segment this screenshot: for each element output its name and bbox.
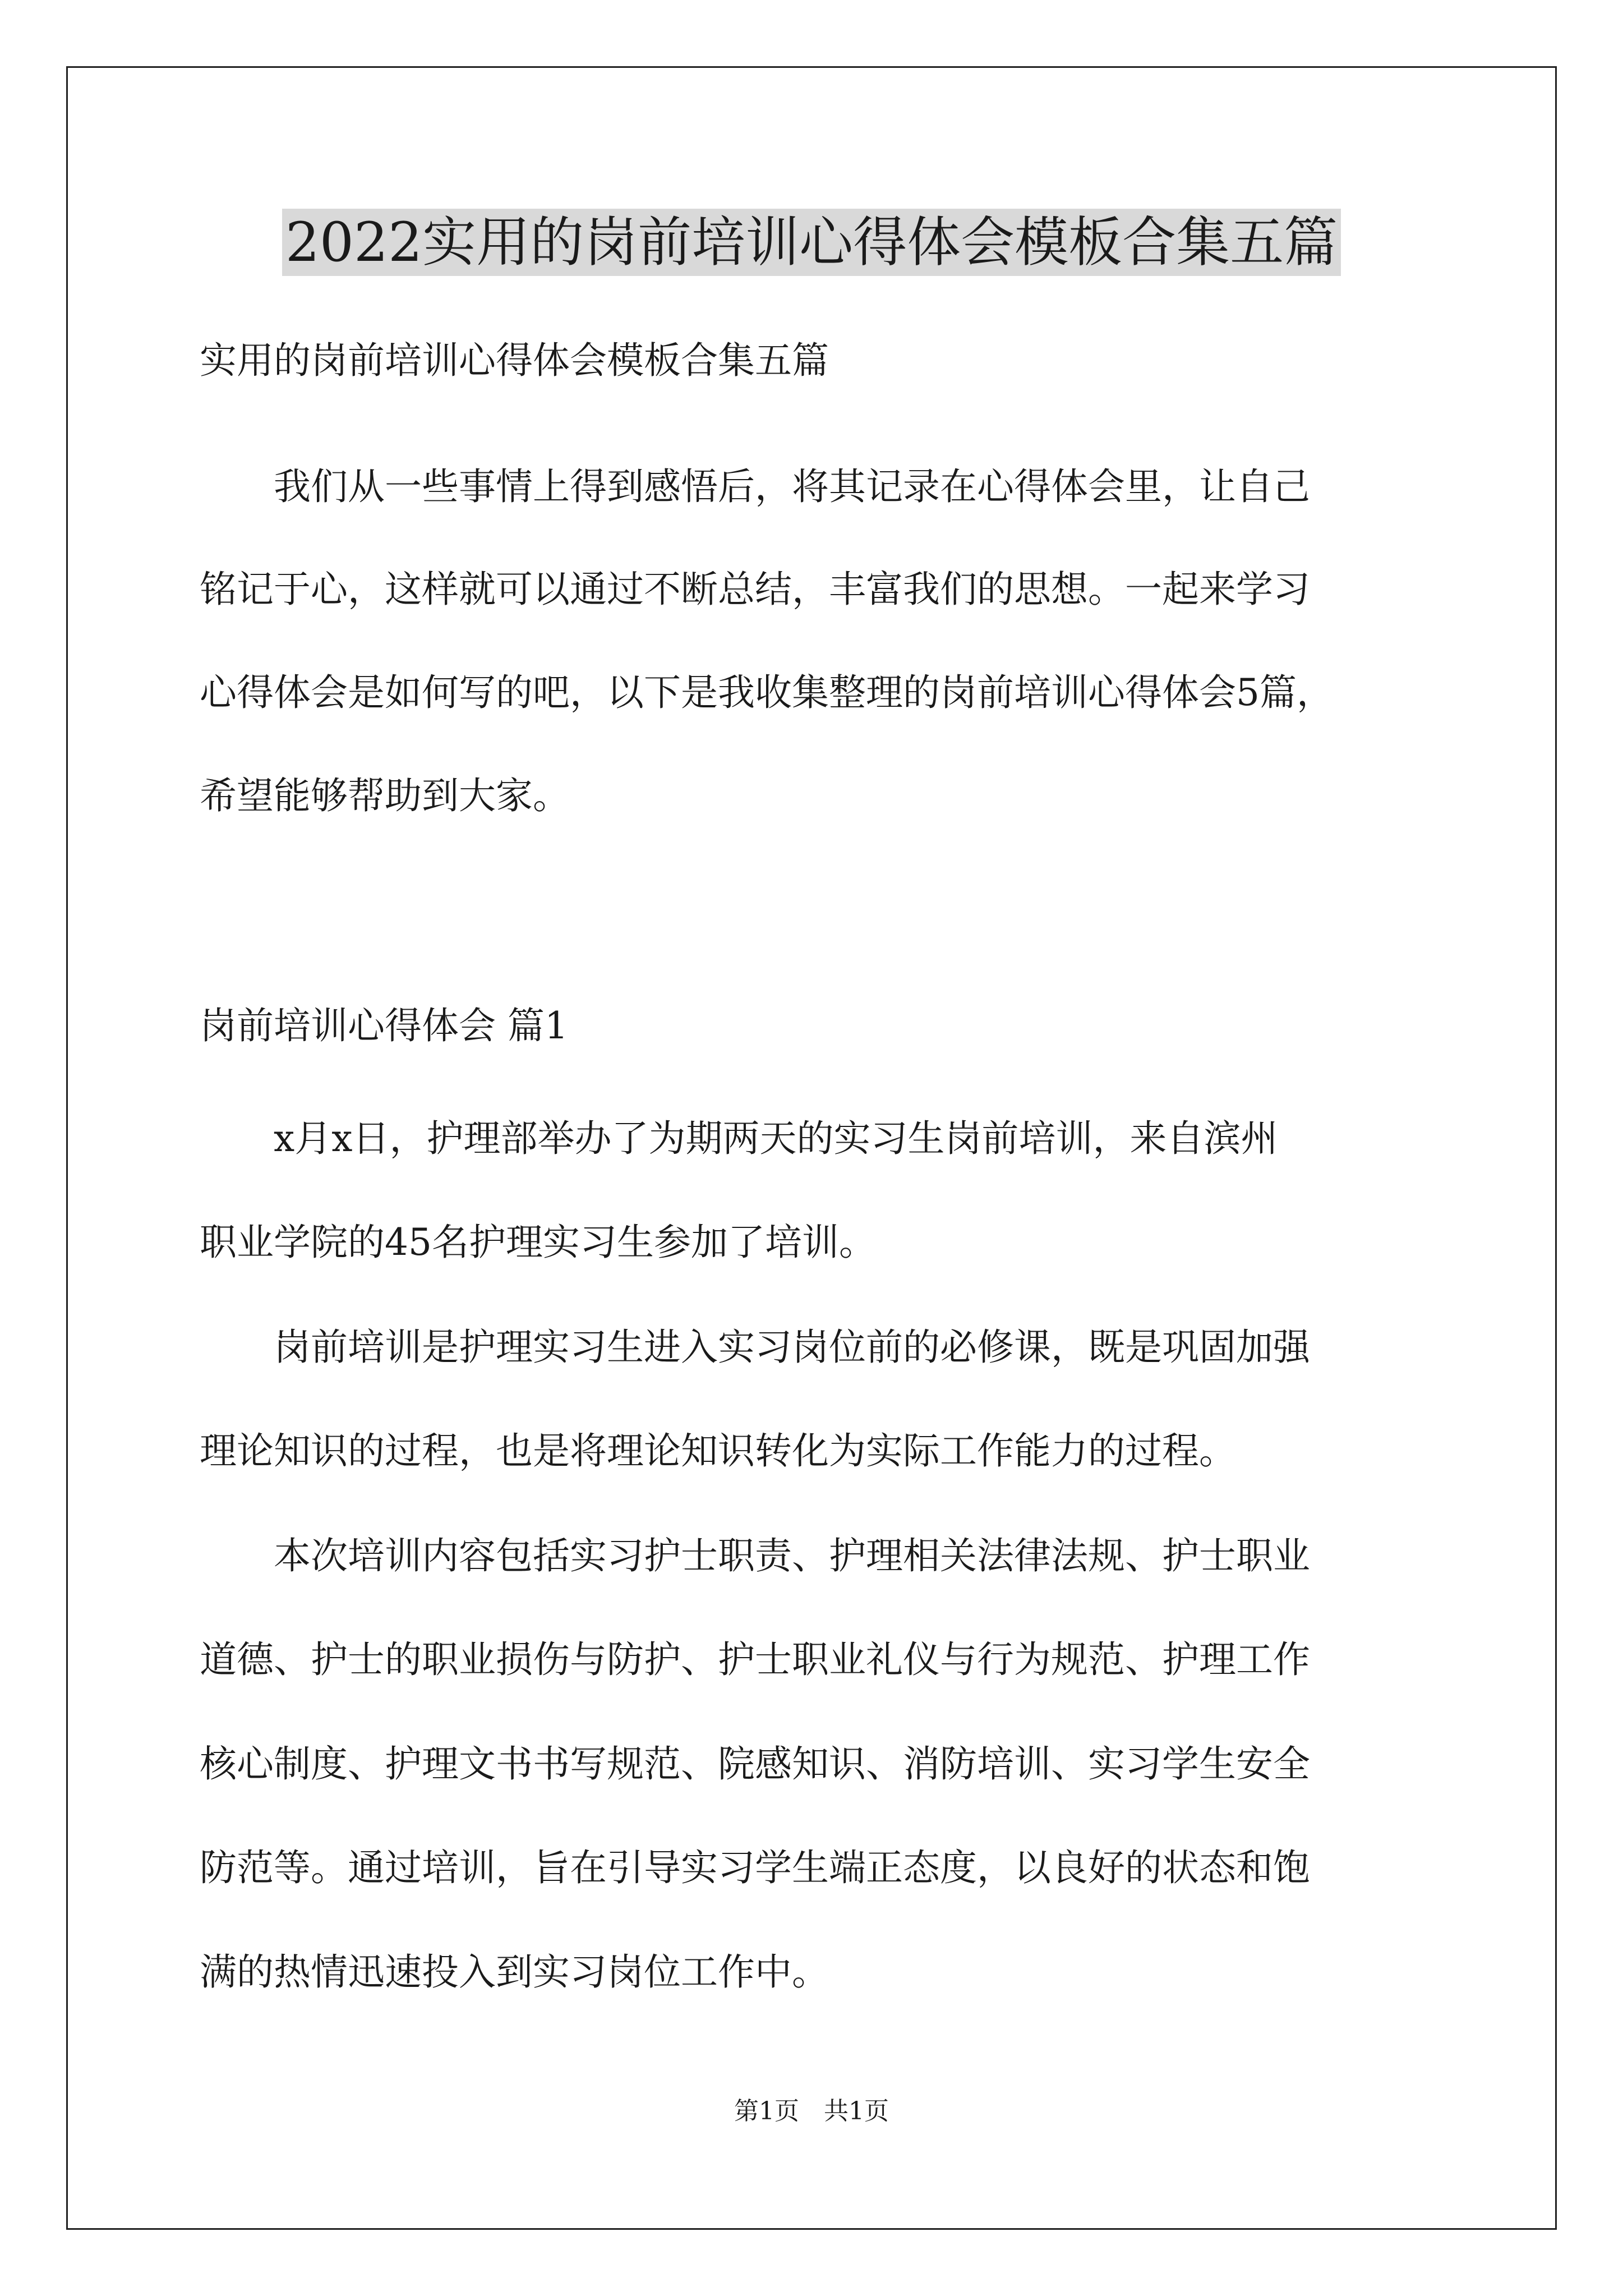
page-footer: 第1页 共1页 bbox=[734, 2097, 889, 2125]
document-title bbox=[0, 209, 1623, 276]
subtitle-line: 实用的岗前培训心得体会模板合集五篇 bbox=[200, 339, 829, 382]
paragraph-2-line-2: 理论知识的过程，也是将理论知识转化为实际工作能力的过程。 bbox=[200, 1429, 1236, 1473]
paragraph-3-line-5: 满的热情迅速投入到实习岗位工作中。 bbox=[200, 1950, 829, 1994]
intro-line-1: 我们从一些事情上得到感悟后，将其记录在心得体会里，让自己 bbox=[200, 465, 1310, 508]
intro-line-3: 心得体会是如何写的吧，以下是我收集整理的岗前培训心得体会5篇， bbox=[200, 671, 1334, 714]
paragraph-3-line-4: 防范等。通过培训，旨在引导实习学生端正态度，以良好的状态和饱 bbox=[200, 1846, 1310, 1889]
paragraph-1-line-1: x月x日，护理部举办了为期两天的实习生岗前培训，来自滨州 bbox=[200, 1117, 1278, 1160]
paragraph-3-line-2: 道德、护士的职业损伤与防护、护士职业礼仪与行为规范、护理工作 bbox=[200, 1638, 1310, 1681]
paragraph-3-line-1: 本次培训内容包括实习护士职责、护理相关法律法规、护士职业 bbox=[200, 1534, 1310, 1577]
intro-line-4: 希望能够帮助到大家。 bbox=[200, 774, 570, 817]
paragraph-3-line-3: 核心制度、护理文书书写规范、院感知识、消防培训、实习学生安全 bbox=[200, 1742, 1310, 1786]
document-title-text: 2022实用的岗前培训心得体会模板合集五篇 bbox=[282, 209, 1341, 276]
section-heading: 岗前培训心得体会 篇1 bbox=[200, 1004, 568, 1047]
paragraph-1-line-2: 职业学院的45名护理实习生参加了培训。 bbox=[200, 1221, 876, 1264]
intro-line-2: 铭记于心，这样就可以通过不断总结，丰富我们的思想。一起来学习 bbox=[200, 568, 1310, 611]
paragraph-2-line-1: 岗前培训是护理实习生进入实习岗位前的必修课，既是巩固加强 bbox=[200, 1326, 1310, 1369]
